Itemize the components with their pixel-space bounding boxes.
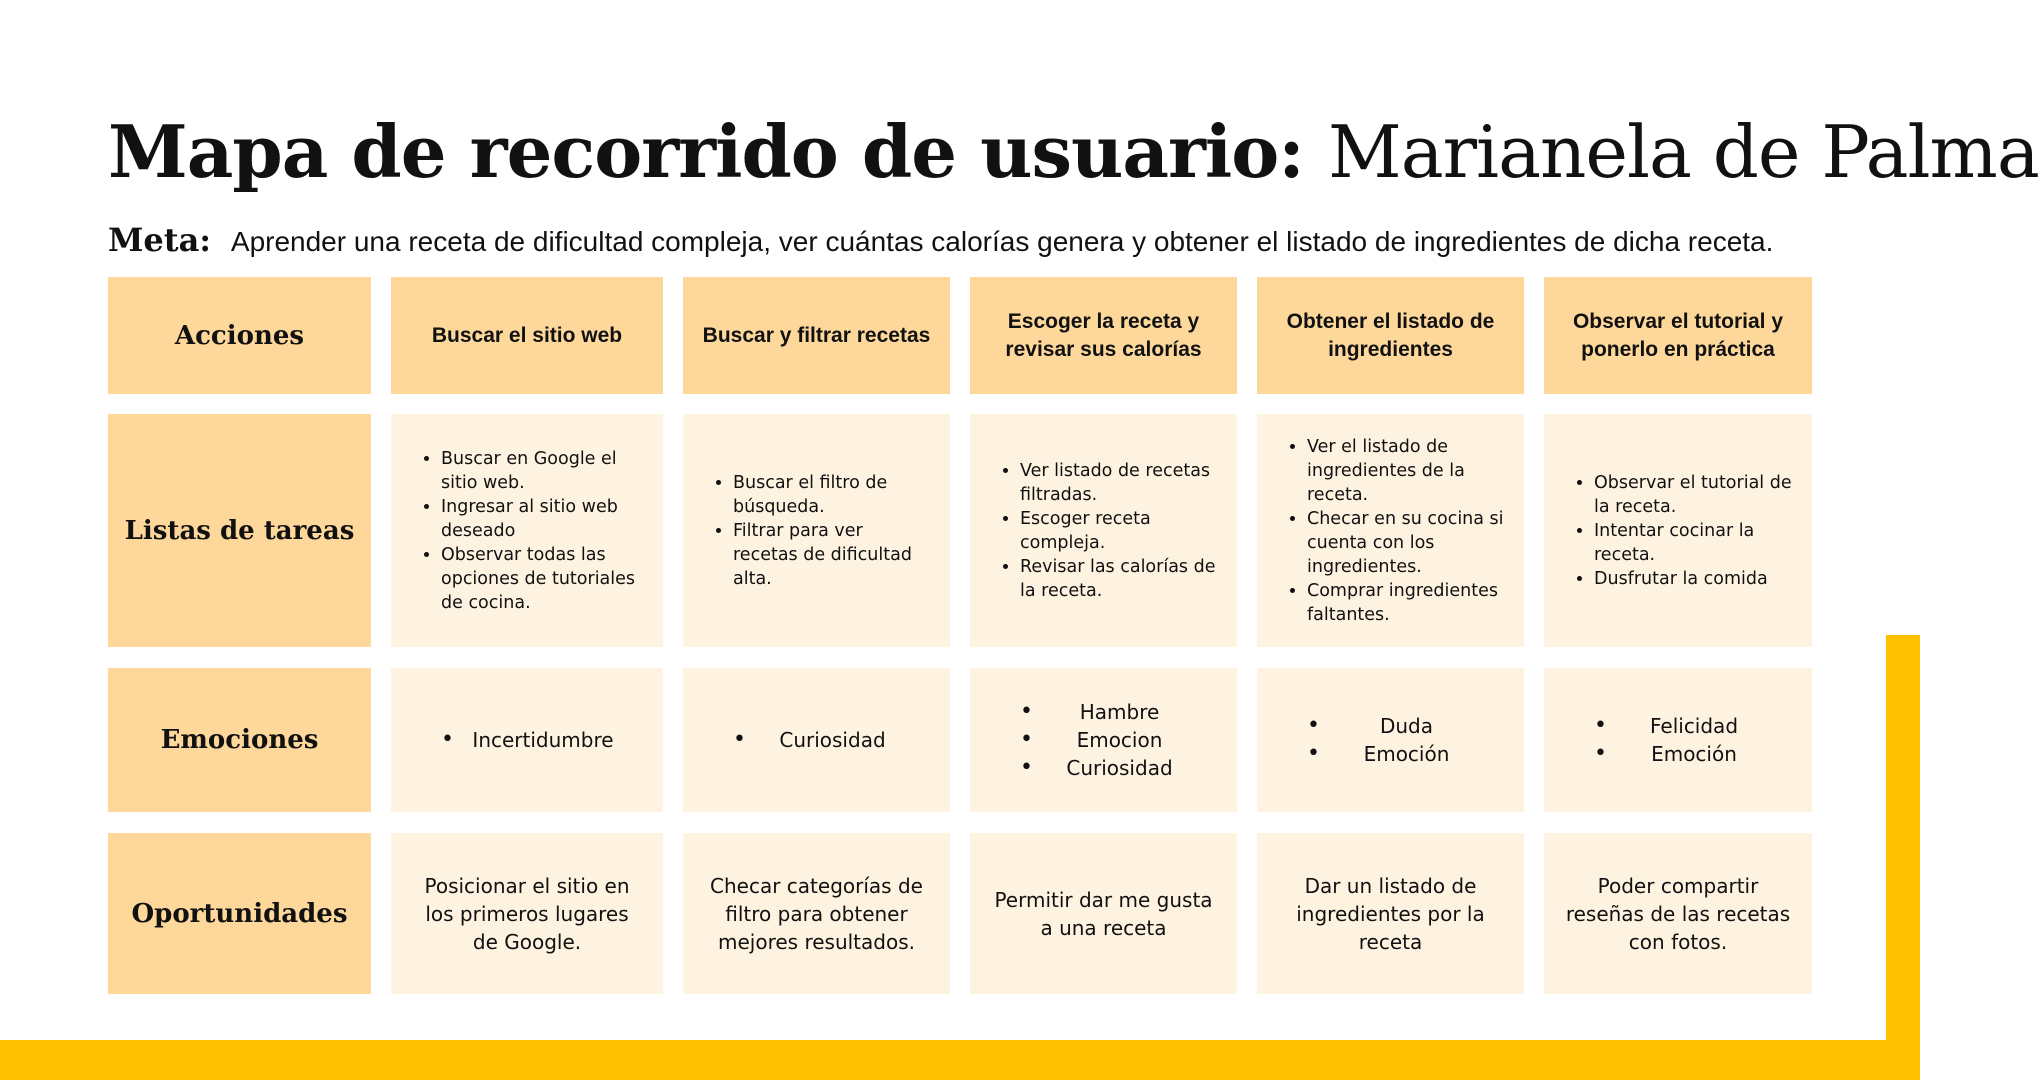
emotion-item: • Curiosidad [1020, 754, 1219, 782]
task-list-cell [683, 414, 950, 647]
task-item: • Checar en su cocina si cuenta con los ingredientes. [1307, 507, 1506, 579]
opportunity-cell: Dar un listado de ingredientes por la receta [1257, 833, 1524, 994]
emotion-item: • Hambre [1020, 698, 1219, 726]
emotion-item: • Emocion [1020, 726, 1219, 754]
goal-text: Aprender una receta de dificultad compleja, ver cuántas calorías genera y obtener el listado de ingredientes de dicha receta. [230, 226, 1774, 257]
opportunity-cell: Checar categorías de filtro para obtener mejores resultados. [683, 833, 950, 994]
task-item: • Ver listado de recetas filtradas. [1020, 459, 1219, 507]
task-item: • Comprar ingredientes faltantes. [1307, 579, 1506, 627]
task-list-cell [1257, 414, 1524, 647]
title-heading: Mapa de recorrido de usuario: [108, 109, 1304, 194]
emotion-item: • Curiosidad [733, 726, 932, 754]
task-list [683, 471, 950, 591]
emotion-cell [1257, 668, 1524, 812]
task-item: • Intentar cocinar la receta. [1594, 519, 1794, 567]
emotion-cell [683, 668, 950, 812]
task-item: • Ingresar al sitio web deseado [441, 495, 645, 543]
emotion-list [391, 726, 663, 754]
goal-line [108, 222, 1773, 260]
task-item: • Ver el listado de ingredientes de la receta. [1307, 435, 1506, 507]
task-item: • Observar todas las opciones de tutoriales de cocina. [441, 543, 645, 615]
task-item: • Filtrar para ver recetas de dificultad alta. [733, 519, 932, 591]
opportunity-cell: Posicionar el sitio en los primeros lugares de Google. [391, 833, 663, 994]
action-header: Observar el tutorial y ponerlo en práctica [1544, 277, 1812, 394]
emotion-list [1257, 712, 1524, 768]
goal-label: Meta: [108, 221, 212, 259]
task-list-cell [391, 414, 663, 647]
emotion-item: • Felicidad [1594, 712, 1794, 740]
action-header: Obtener el listado de ingredientes [1257, 277, 1524, 394]
emotion-cell [970, 668, 1237, 812]
task-list [970, 459, 1237, 603]
opportunity-cell: Permitir dar me gusta a una receta [970, 833, 1237, 994]
task-list-cell [970, 414, 1237, 647]
page-title [108, 104, 2039, 200]
task-list [391, 447, 663, 615]
task-item: • Revisar las calorías de la receta. [1020, 555, 1219, 603]
emotion-item: • Duda [1307, 712, 1506, 740]
emotion-cell [1544, 668, 1812, 812]
task-item: • Escoger receta compleja. [1020, 507, 1219, 555]
emotion-list [970, 698, 1237, 782]
persona-name: Marianela de Palma [1327, 110, 2039, 194]
task-item: • Observar el tutorial de la receta. [1594, 471, 1794, 519]
emotion-item: • Emoción [1307, 740, 1506, 768]
task-item: • Buscar el filtro de búsqueda. [733, 471, 932, 519]
action-header: Buscar y filtrar recetas [683, 277, 950, 394]
task-item: • Buscar en Google el sitio web. [441, 447, 645, 495]
task-list [1257, 435, 1524, 627]
accent-bar-side [1886, 635, 1920, 1080]
emotion-list [1544, 712, 1812, 768]
emotion-cell [391, 668, 663, 812]
action-header: Escoger la receta y revisar sus calorías [970, 277, 1237, 394]
row-label-acciones: Acciones [108, 277, 371, 394]
row-label-emociones: Emociones [108, 668, 371, 812]
emotion-item: • Emoción [1594, 740, 1794, 768]
opportunity-cell: Poder compartir reseñas de las recetas con fotos. [1544, 833, 1812, 994]
emotion-item: • Incertidumbre [441, 726, 645, 754]
task-item: • Dusfrutar la comida [1594, 567, 1794, 591]
action-header: Buscar el sitio web [391, 277, 663, 394]
emotion-list [683, 726, 950, 754]
task-list-cell [1544, 414, 1812, 647]
accent-bar-bottom [0, 1040, 1920, 1080]
row-label-tareas: Listas de tareas [108, 414, 371, 647]
task-list [1544, 471, 1812, 591]
row-label-oportunidades: Oportunidades [108, 833, 371, 994]
